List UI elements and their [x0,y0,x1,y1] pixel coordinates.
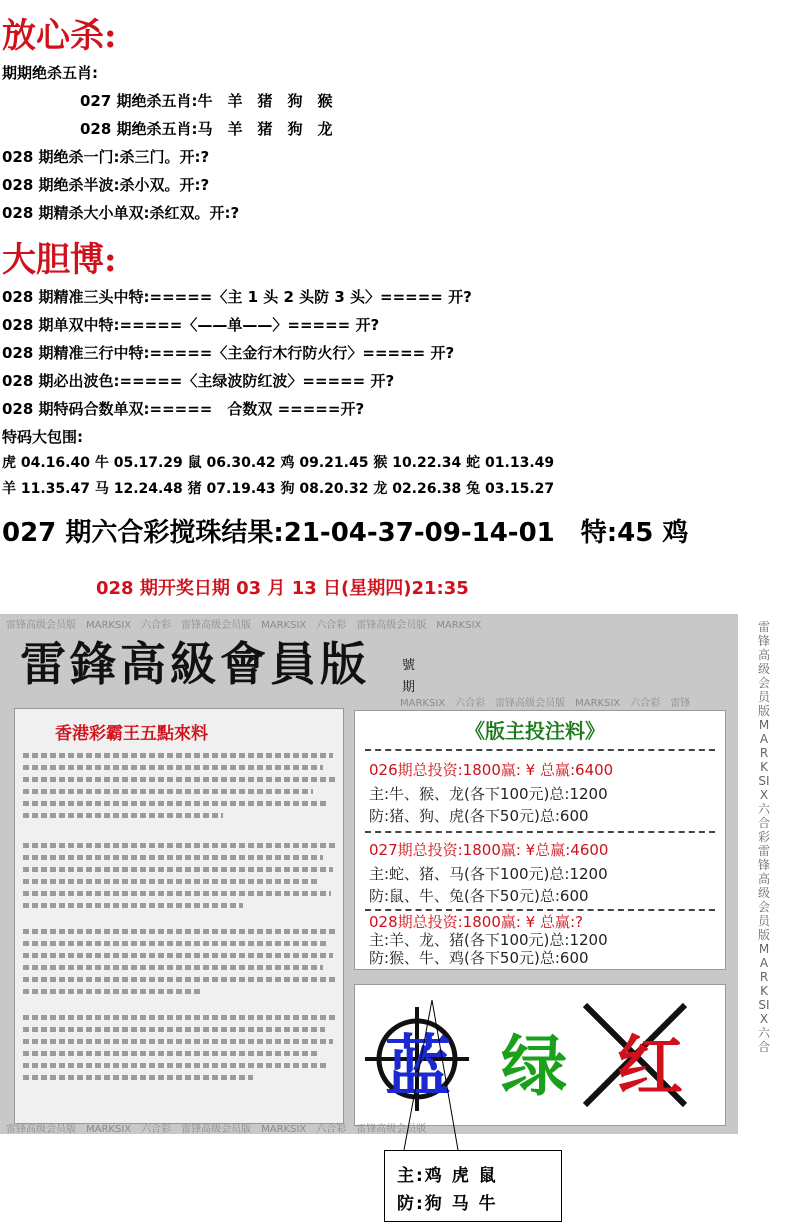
bet-panel [354,710,726,970]
bet-026-guard: 防:猪、狗、虎(各下50元)总:600 [369,807,589,825]
kill-five-028: 028 期绝杀五肖:马 羊 猪 狗 龙 [80,120,333,138]
noise-text [23,879,319,884]
noise-text [23,953,333,958]
noise-text [23,1075,253,1080]
kill-door: 028 期绝杀一门:杀三门。开:? [2,148,210,166]
draw-date: 028 期开奖日期 03 月 13 日(星期四)21:35 [96,578,469,599]
bold-line-4: 028 期必出波色:=====〈主绿波防红波〉===== 开? [2,372,395,390]
noise-text [23,1027,325,1032]
bag-row-2: 羊 11.35.47 马 12.24.48 猪 07.19.43 狗 08.20.32 龙 02.26.38 兔 03.15.27 [2,481,555,497]
left-panel-title: 香港彩霸王五點來料 [55,724,208,744]
noise-text [23,891,331,896]
noise-text [23,813,223,818]
bag-row-1: 虎 04.16.40 牛 05.17.29 鼠 06.30.42 鸡 09.21.45 猴 10.22.34 蛇 01.13.49 [2,455,555,471]
bet-026-main: 主:牛、猴、龙(各下100元)总:1200 [369,785,608,803]
callout-main: 主:鸡 虎 鼠 [397,1166,498,1186]
noise-text [23,855,323,860]
callout-box [384,1150,562,1222]
poster-qi-bottom: 期 [402,680,416,695]
noise-text [23,1051,319,1056]
bold-line-2: 028 期单双中特:=====〈——单——〉===== 开? [2,316,380,334]
wave-green: 绿 [501,1027,567,1105]
bet-028-guard: 防:猴、牛、鸡(各下50元)总:600 [369,949,589,967]
noise-text [23,1063,329,1068]
bet-027-main: 主:蛇、猪、马(各下100元)总:1200 [369,865,608,883]
vertical-watermark [744,620,784,1054]
separator [365,831,715,833]
bet-027-head: 027期总投资:1800赢: ¥总赢:4600 [369,841,609,859]
bet-026-head: 026期总投资:1800赢: ¥ 总赢:6400 [369,761,614,779]
poster-watermark-mid: MARKSIX 六合彩 雷锋高级会员版 MARKSIX 六合彩 雷锋 [400,698,691,709]
poster-image [0,614,738,1134]
kill-size-parity: 028 期精杀大小单双:杀红双。开:? [2,204,240,222]
noise-text [23,789,313,794]
noise-text [23,1039,333,1044]
bold-line-5: 028 期特码合数单双:===== 合数双 =====开? [2,400,365,418]
left-info-panel [14,708,344,1124]
kill-five-027: 027 期绝杀五肖:牛 羊 猪 狗 猴 [80,92,333,110]
noise-text [23,801,329,806]
poster-watermark-bottom: 雷锋高级会员版 MARKSIX 六合彩 雷锋高级会员版 MARKSIX 六合彩 雷锋高级会员版 [6,1124,427,1135]
bet-027-guard: 防:鼠、牛、兔(各下50元)总:600 [369,887,589,905]
bold-line-1: 028 期精准三头中特:=====〈主 1 头 2 头防 3 头〉===== 开? [2,288,472,306]
noise-text [23,977,335,982]
kill-half-wave: 028 期绝杀半波:杀小双。开:? [2,176,210,194]
noise-text [23,765,323,770]
poster-title: 雷鋒高級會員版 [20,637,370,691]
poster-watermark-top: 雷锋高级会员版 MARKSIX 六合彩 雷锋高级会员版 MARKSIX 六合彩 雷锋高级会员版 MARKSIX [6,620,482,631]
bet-028-main: 主:羊、龙、猪(各下100元)总:1200 [369,931,608,949]
bag-title: 特码大包围: [2,428,83,446]
separator [365,749,715,751]
draw-result: 027 期六合彩搅珠结果:21-04-37-09-14-01 特:45 鸡 [2,518,689,548]
wave-blue: 蓝 [385,1027,451,1105]
noise-text [23,1015,335,1020]
poster-qi-top: 號 [402,658,416,673]
noise-text [23,965,323,970]
noise-text [23,843,335,848]
wave-red: 红 [617,1027,683,1105]
section2-title: 大胆博: [2,240,117,280]
vertical-watermark-text: 雷锋高级会员版MARKSIX六合彩雷锋高级会员版MARKSIX六合 [757,620,770,1054]
noise-text [23,929,335,934]
noise-text [23,903,243,908]
callout-pointer [380,1000,480,1152]
noise-text [23,989,203,994]
callout-guard: 防:狗 马 牛 [397,1194,498,1214]
noise-text [23,753,333,758]
section1-subtitle: 期期绝杀五肖: [2,64,98,82]
bet-panel-title: 《版主投注料》 [465,719,605,743]
bet-028-head: 028期总投资:1800赢: ¥ 总赢:? [369,913,584,931]
section1-title: 放心杀: [2,16,117,56]
bold-line-3: 028 期精准三行中特:=====〈主金行木行防火行〉===== 开? [2,344,455,362]
noise-text [23,941,329,946]
noise-text [23,867,333,872]
noise-text [23,777,335,782]
